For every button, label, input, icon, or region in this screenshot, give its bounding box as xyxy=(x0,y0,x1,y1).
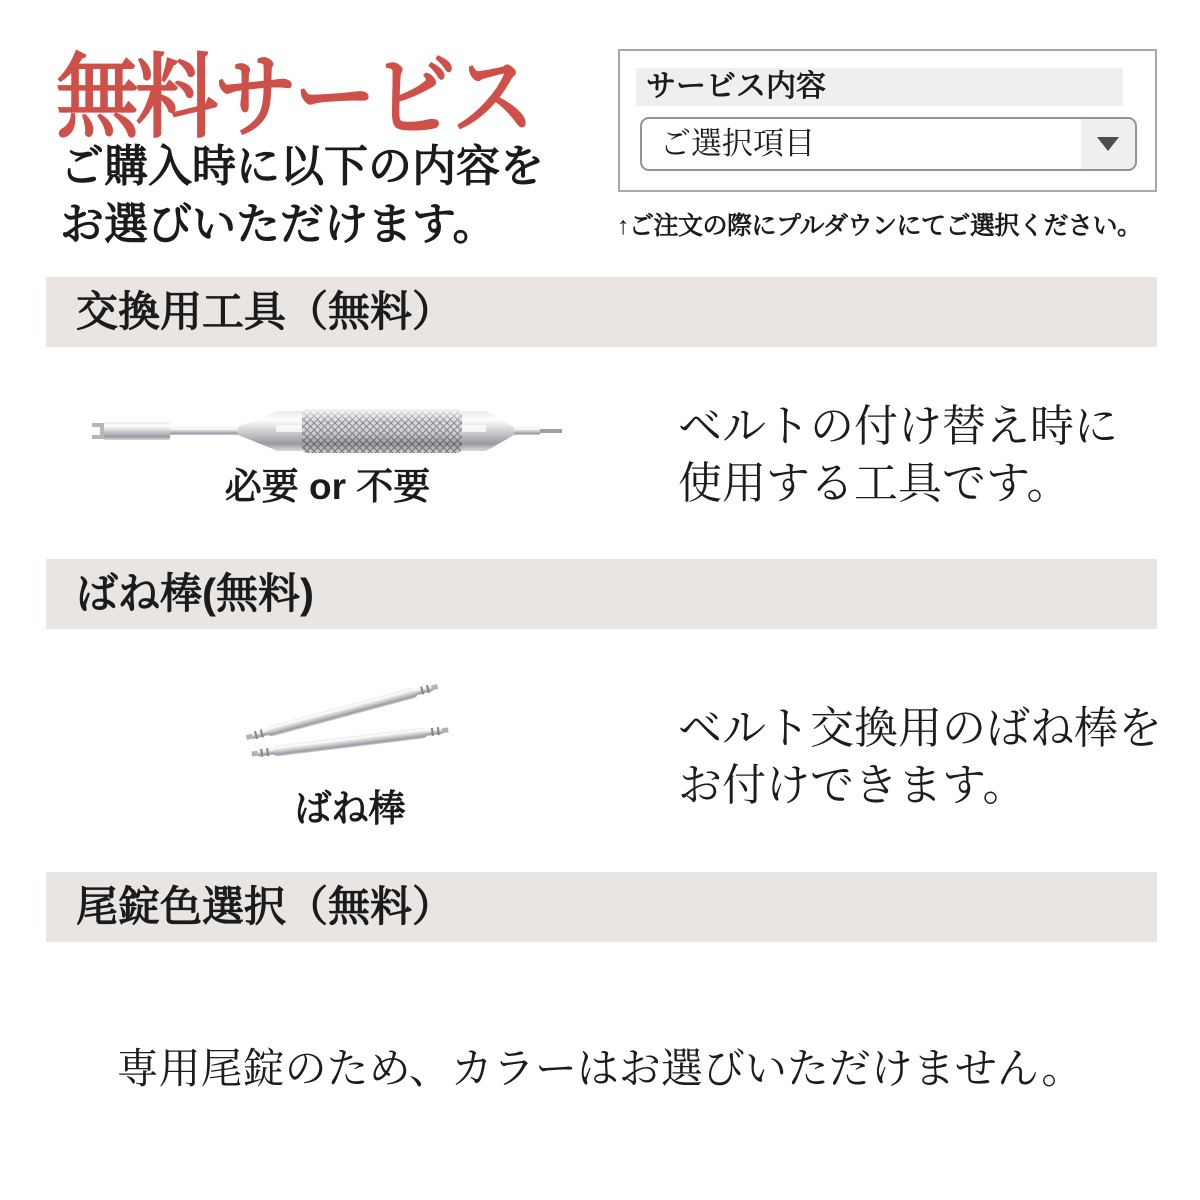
buckle-note: 専用尾錠のため、カラーはお選びいただけません。 xyxy=(116,1045,1084,1092)
dropdown-arrow-button[interactable] xyxy=(1081,119,1135,169)
springbar-description-line2: お付けできます。 xyxy=(678,761,1027,810)
tool-image-caption: 必要 or 不要 xyxy=(224,466,431,507)
subtitle-line1: ご購入時に以下の内容を xyxy=(60,142,544,191)
springbar-description xyxy=(678,700,1162,814)
springbar-description-line1: ベルト交換用のばね棒を xyxy=(678,704,1162,753)
tool-description-line2: 使用する工具です。 xyxy=(678,459,1071,508)
select-value: ご選択項目 xyxy=(660,126,815,161)
chevron-down-icon xyxy=(1097,137,1119,151)
springbar-image-caption: ばね棒 xyxy=(294,788,406,829)
spring-bars-icon xyxy=(240,672,460,772)
spring-bar-tool-image xyxy=(90,402,565,460)
section-header-springbar: ばね棒(無料) xyxy=(46,559,1157,629)
service-box xyxy=(618,49,1157,192)
tool-description-line1: ベルトの付け替え時に xyxy=(678,402,1118,451)
page-title: 無料サービス xyxy=(56,47,532,149)
service-select[interactable] xyxy=(640,117,1137,171)
page-subtitle xyxy=(60,138,544,254)
service-box-label: サービス内容 xyxy=(636,68,1123,106)
spring-bar-tool-icon xyxy=(90,402,565,460)
section-header-tool: 交換用工具（無料） xyxy=(46,277,1157,347)
subtitle-line2: お選びいただけます。 xyxy=(60,200,497,249)
select-instruction-note: ↑ご注文の際にプルダウンにてご選択ください。 xyxy=(617,212,1142,240)
spring-bars-image xyxy=(240,672,460,772)
tool-description xyxy=(678,398,1118,512)
section-header-buckle: 尾錠色選択（無料） xyxy=(46,872,1157,942)
